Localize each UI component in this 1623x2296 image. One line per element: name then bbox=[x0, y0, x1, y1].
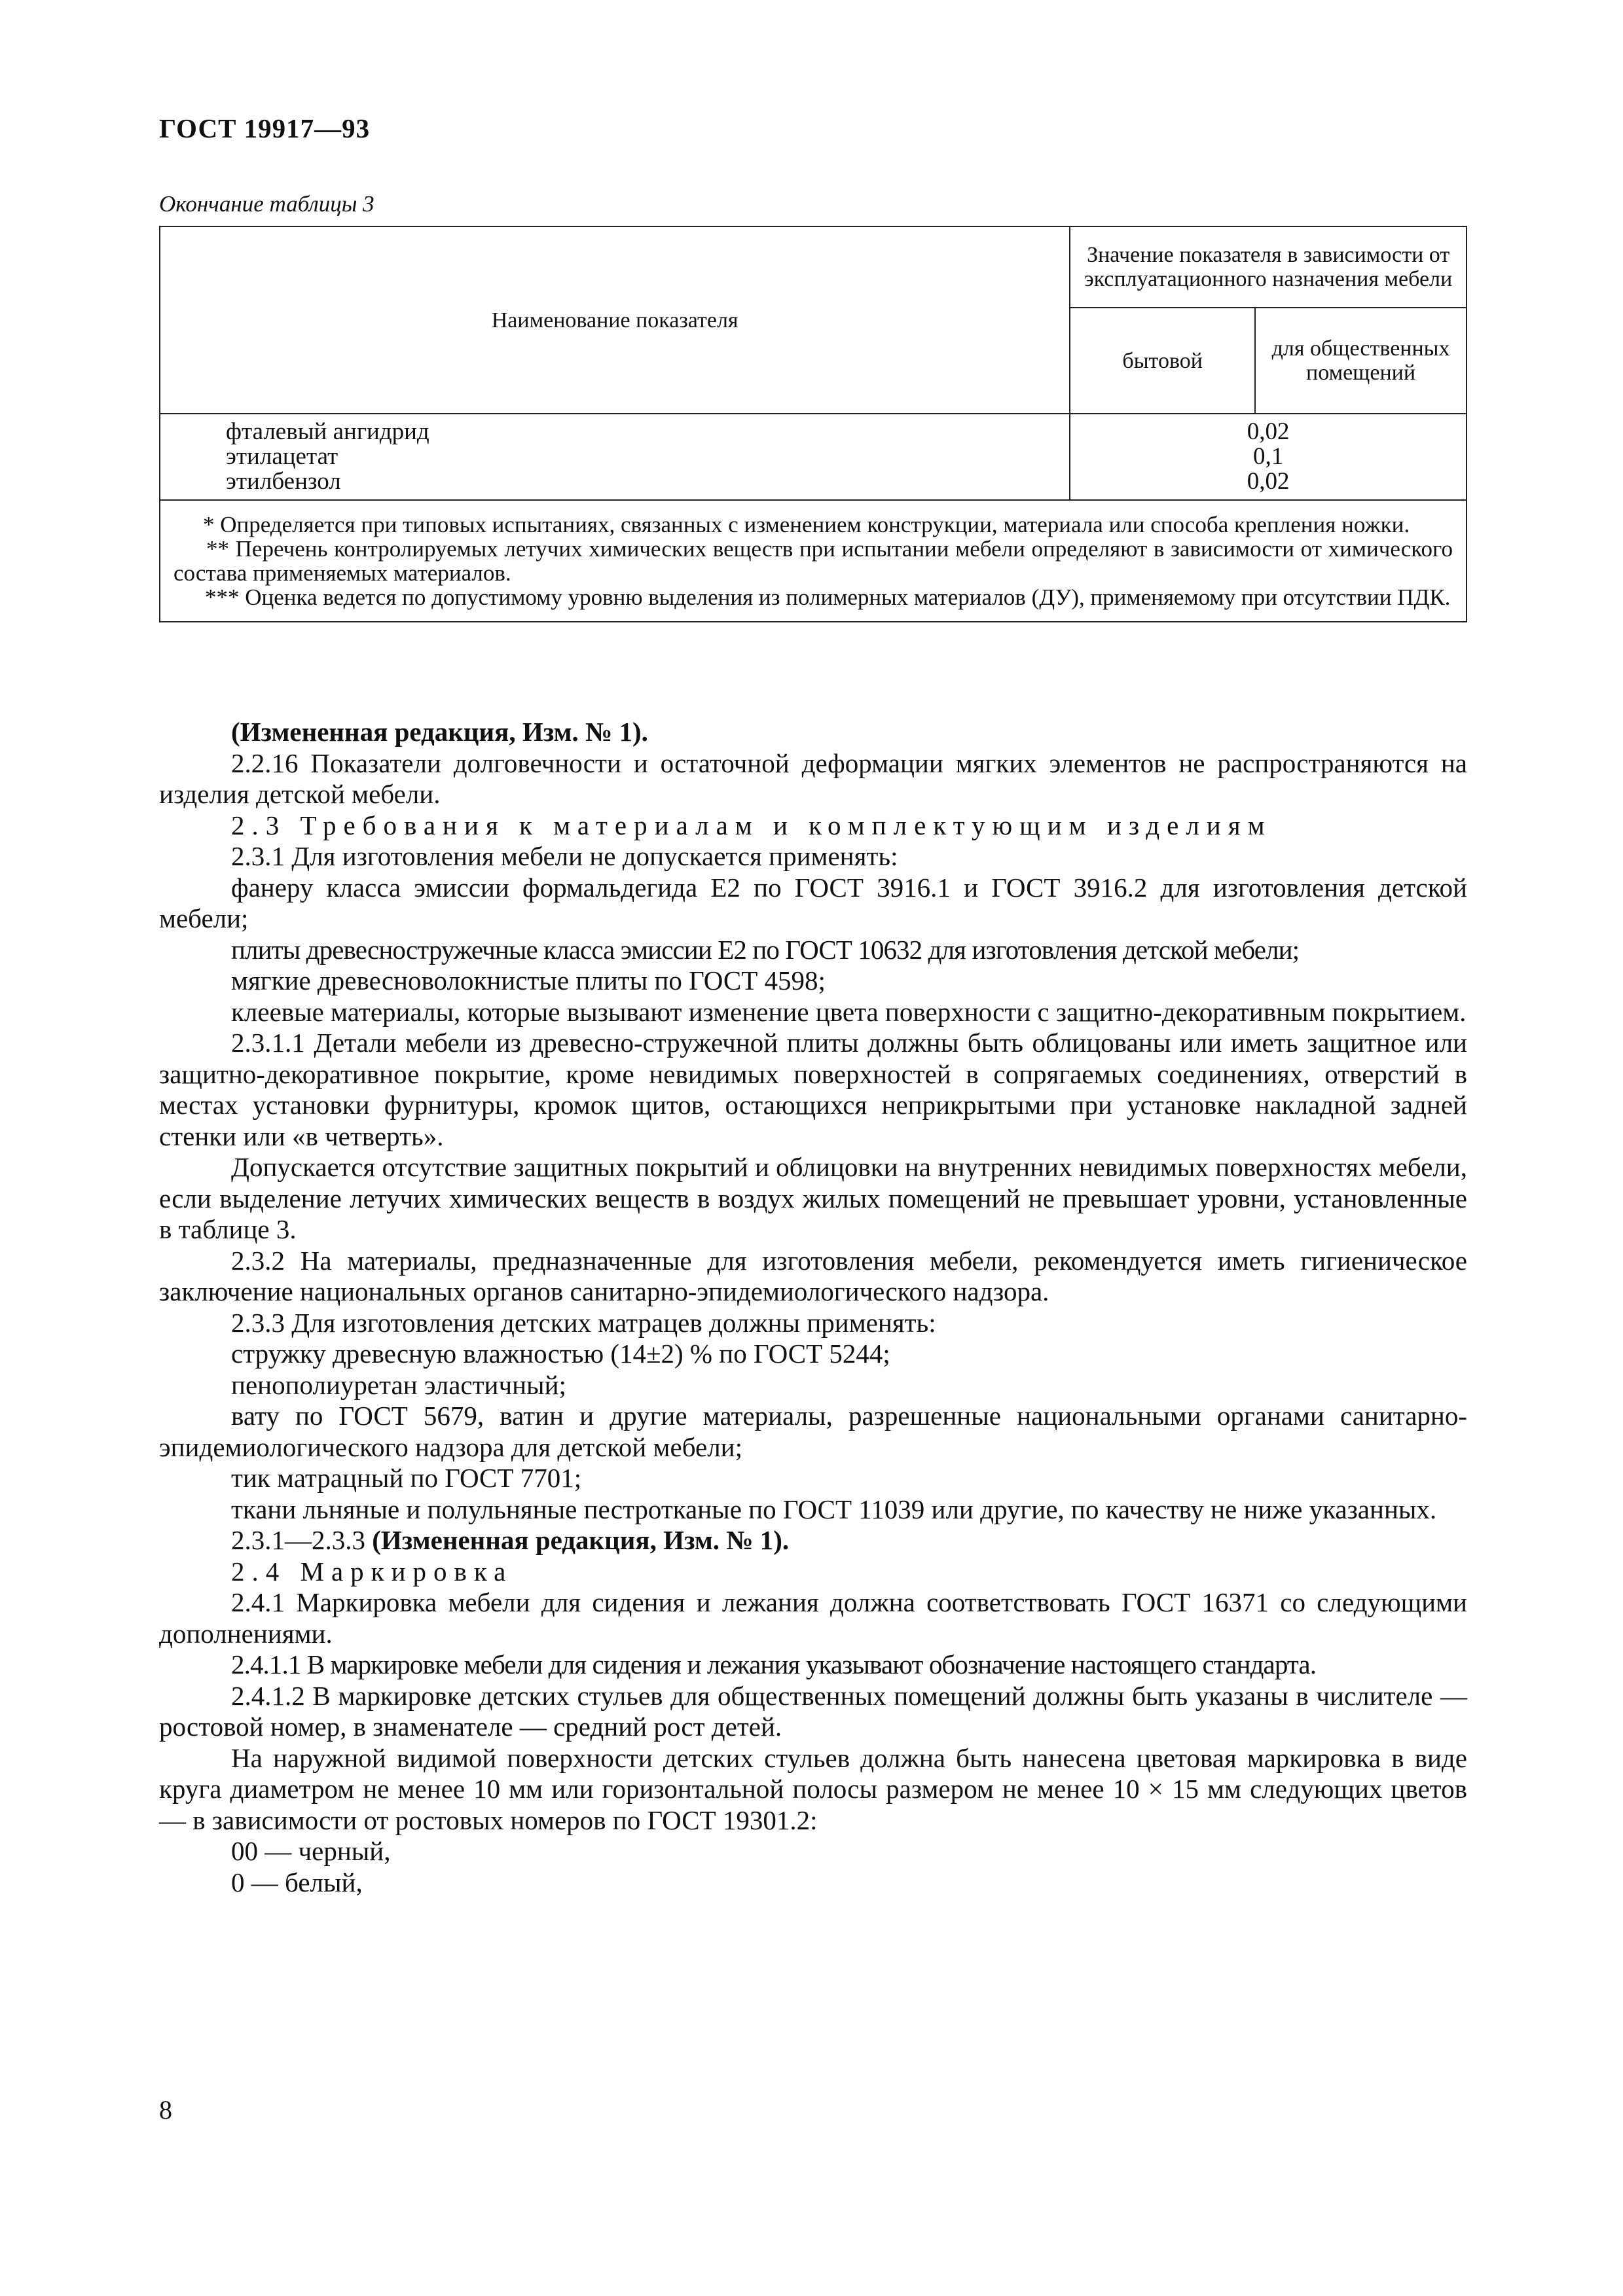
table-row-value: 0,1 bbox=[1253, 443, 1284, 470]
document-body bbox=[159, 717, 1467, 1898]
list-item: мягкие древесноволокнистые плиты по ГОСТ 4598; bbox=[231, 965, 826, 996]
page-number: 8 bbox=[159, 2095, 172, 2125]
table-row-value: 0,02 bbox=[1247, 468, 1290, 495]
paragraph: Допускается отсутствие защитных покрытий и облицовки на внутренних невидимых поверхностях мебели, если выделение летучих химических веществ в воздух жилых помещений не превышает уровни, установленные в таблице 3. bbox=[159, 1152, 1467, 1244]
clause-2-4-1: 2.4.1 Маркировка мебели для сидения и лежания должна соответствовать ГОСТ 16371 со следующими дополнениями. bbox=[159, 1587, 1467, 1649]
section-heading-marking: 2.4 Маркировка bbox=[231, 1556, 513, 1587]
clause-2-4-1-2: 2.4.1.2 В маркировке детских стульев для общественных помещений должны быть указаны в числителе — ростовой номер, в знаменателе — средний рост детей. bbox=[159, 1680, 1467, 1742]
list-item: 0 — белый, bbox=[231, 1867, 363, 1897]
list-item: вату по ГОСТ 5679, ватин и другие материалы, разрешенные национальными органами санитарно-эпидемиологического надзора для детской мебели; bbox=[159, 1401, 1467, 1462]
clause-2-3-2: 2.3.2 На материалы, предназначенные для изготовления мебели, рекомендуется иметь гигиеническое заключение национальных органов санитарно-эпидемиологического надзора. bbox=[159, 1245, 1467, 1306]
table-row-value: 0,02 bbox=[1247, 418, 1290, 445]
indicator-table bbox=[159, 226, 1467, 622]
clause-range: 2.3.1—2.3.3 bbox=[231, 1525, 373, 1555]
indicator-names-cell bbox=[160, 414, 1070, 500]
clause-2-3-1-1: 2.3.1.1 Детали мебели из древесно-стружечной плиты должны быть облицованы или иметь защитное или защитно-декоративное покрытие, кроме невидимых поверхностей в сопрягаемых соединениях, отверстий в местах установки фурнитуры, кромок щитов, остающихся неприкрытыми при установке накладной задней стенки или «в четверть». bbox=[159, 1028, 1467, 1151]
document-code-header: ГОСТ 19917—93 bbox=[159, 113, 371, 143]
indicator-values-cell bbox=[1070, 414, 1467, 500]
paragraph: На наружной видимой поверхности детских стульев должна быть нанесена цветовая маркировка в виде круга диаметром не менее 10 мм или горизонтальной полосы размером не менее 10 × 15 мм следующих цветов — в зависимости от ростовых номеров по ГОСТ 19301.2: bbox=[159, 1742, 1467, 1835]
column-header-indicator-name: Наименование показателя bbox=[160, 226, 1070, 414]
column-header-public-premises: для общественных помещений bbox=[1255, 308, 1467, 414]
footnote-3: *** Оценка ведется по допустимому уровню выделения из полимерных материалов (ДУ), применяемому при отсутствии ПДК. bbox=[205, 584, 1451, 610]
table-caption: Окончание таблицы 3 bbox=[159, 191, 374, 217]
clause-2-3-1: 2.3.1 Для изготовления мебели не допускается применять: bbox=[231, 841, 898, 871]
column-header-household: бытовой bbox=[1070, 308, 1255, 414]
clause-2-3-3: 2.3.3 Для изготовления детских матрацев должны применять: bbox=[231, 1307, 936, 1338]
list-item: 00 — черный, bbox=[231, 1836, 391, 1866]
list-item: тик матрацный по ГОСТ 7701; bbox=[231, 1463, 582, 1493]
amendment-note: (Измененная редакция, Изм. № 1). bbox=[231, 717, 648, 747]
clause-2-4-1-1: 2.4.1.1 В маркировке мебели для сидения и лежания указывают обозначение настоящего стандарта. bbox=[231, 1649, 1317, 1679]
list-item: плиты древесностружечные класса эмиссии Е2 по ГОСТ 10632 для изготовления детской мебели; bbox=[231, 934, 1300, 965]
clause-2-2-16: 2.2.16 Показатели долговечности и остаточной деформации мягких элементов не распространяются на изделия детской мебели. bbox=[159, 747, 1467, 809]
column-header-value-group: Значение показателя в зависимости от эксплуатационного назначения мебели bbox=[1070, 226, 1467, 308]
table-row-name: этилацетат bbox=[226, 443, 338, 470]
list-item: пенополиуретан эластичный; bbox=[231, 1369, 566, 1400]
list-item: фанеру класса эмиссии формальдегида Е2 по ГОСТ 3916.1 и ГОСТ 3916.2 для изготовления детской мебели; bbox=[159, 872, 1467, 933]
table-row-name: фталевый ангидрид bbox=[226, 418, 429, 445]
table-row-name: этилбензол bbox=[226, 468, 341, 495]
footnote-2: ** Перечень контролируемых летучих химических веществ при испытании мебели определяют в зависимости от химического состава применяемых материалов. bbox=[173, 536, 1453, 586]
table-footnotes bbox=[160, 500, 1467, 622]
table-data-rows bbox=[160, 414, 1467, 500]
section-heading-materials: 2.3 Требования к материалам и комплектующим изделиям bbox=[231, 810, 1272, 840]
footnote-1: * Определяется при типовых испытаниях, связанных с изменением конструкции, материала или способа крепления ножки. bbox=[203, 512, 1410, 537]
amendment-note-range bbox=[159, 1525, 1467, 1556]
list-item: стружку древесную влажностью (14±2) % по ГОСТ 5244; bbox=[231, 1338, 890, 1369]
amendment-label: (Измененная редакция, Изм. № 1). bbox=[372, 1525, 790, 1555]
list-item: клеевые материалы, которые вызывают изменение цвета поверхности с защитно-декоративным покрытием. bbox=[231, 996, 1467, 1027]
list-item: ткани льняные и полульняные пестротканые по ГОСТ 11039 или другие, по качеству не ниже указанных. bbox=[231, 1494, 1437, 1524]
